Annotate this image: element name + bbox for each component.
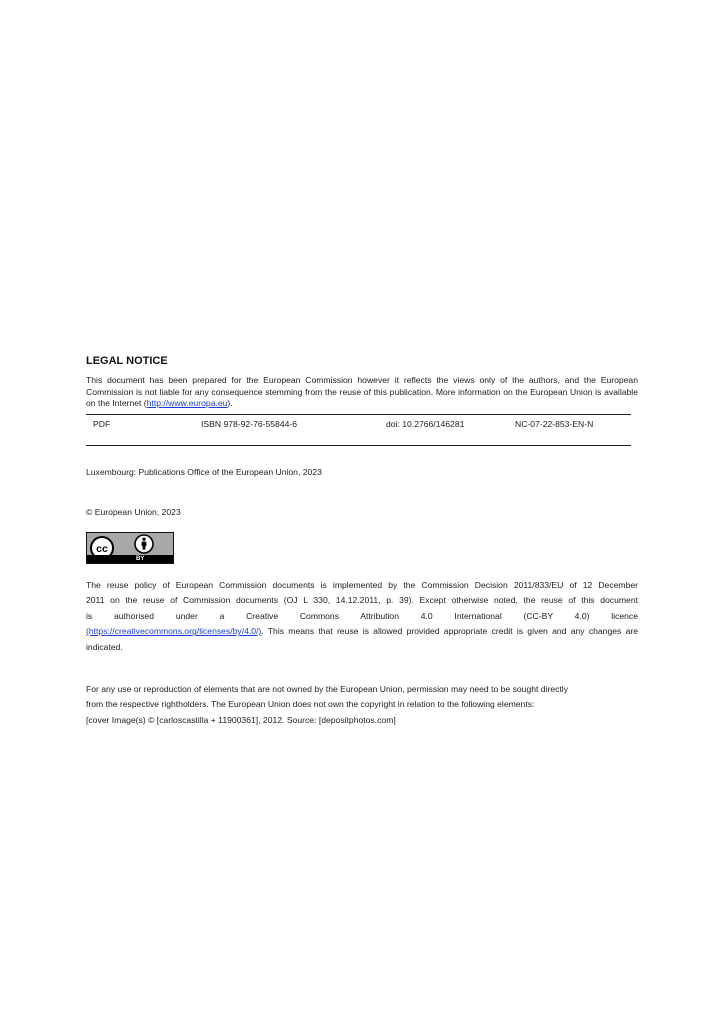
legal-notice-end: ). — [227, 398, 233, 409]
rights-notice-text — [86, 682, 638, 728]
creative-commons-link[interactable]: (https://creativecommons.org/licenses/by/4.0/) — [86, 626, 262, 637]
publisher-line: Luxembourg: Publications Office of the European Union, 2023 — [86, 467, 322, 477]
format-label: PDF — [93, 419, 111, 429]
publication-identifiers — [86, 414, 631, 446]
reuse-policy-line-3: is authorised under a Creative Commons Attribution 4.0 International (CC-BY 4.0) licence — [86, 610, 638, 621]
rights-notice-line-2: from the respective rightholders. The European Union does not own the copyright in relation to the following elements: — [86, 699, 535, 710]
doi-number: doi: 10.2766/146281 — [386, 419, 465, 429]
isbn-number: ISBN 978-92-76-55844-6 — [201, 419, 298, 429]
legal-notice-title: LEGAL NOTICE — [86, 355, 168, 367]
svg-text:cc: cc — [96, 543, 108, 555]
europa-link[interactable]: http://www.europa.eu — [146, 398, 228, 409]
rights-notice-line-3: [cover Image(s) © [carloscastilla + 11900361], 2012. Source: [depositphotos.com] — [86, 714, 396, 725]
badge-strip — [87, 555, 173, 563]
rights-notice-line-1: For any use or reproduction of elements that are not owned by the European Union, permission may need to be sought directly — [86, 684, 569, 694]
legal-notice-text — [86, 375, 638, 410]
legal-notice-body: This document has been prepared for the European Commission however it reflects the views only of the authors, and the European Commission is not liable for any consequence stemming from the reuse of this publication. More information on the European Union is available on the Internet ( — [86, 375, 638, 409]
copyright-line: © European Union, 2023 — [86, 507, 181, 517]
reuse-policy-line-4 — [86, 626, 638, 651]
reuse-policy-line-2: 2011 on the reuse of Commission documents (OJ L 330, 14.12.2011, p. 39). Except otherwise noted, the reuse of this document — [86, 595, 638, 606]
reuse-policy-text — [86, 578, 638, 655]
reuse-policy-line-1: The reuse policy of European Commission documents is implemented by the Commission Decision 2011/833/EU of 12 December — [86, 580, 638, 590]
reuse-policy-end: . This means that reuse is allowed provided appropriate credit is given and any changes are indicated. — [86, 626, 638, 652]
badge-by-label: BY — [136, 556, 145, 562]
attribution-person-icon — [134, 534, 154, 554]
catalogue-number: NC-07-22-853-EN-N — [515, 419, 594, 429]
cc-by-badge — [86, 532, 174, 564]
